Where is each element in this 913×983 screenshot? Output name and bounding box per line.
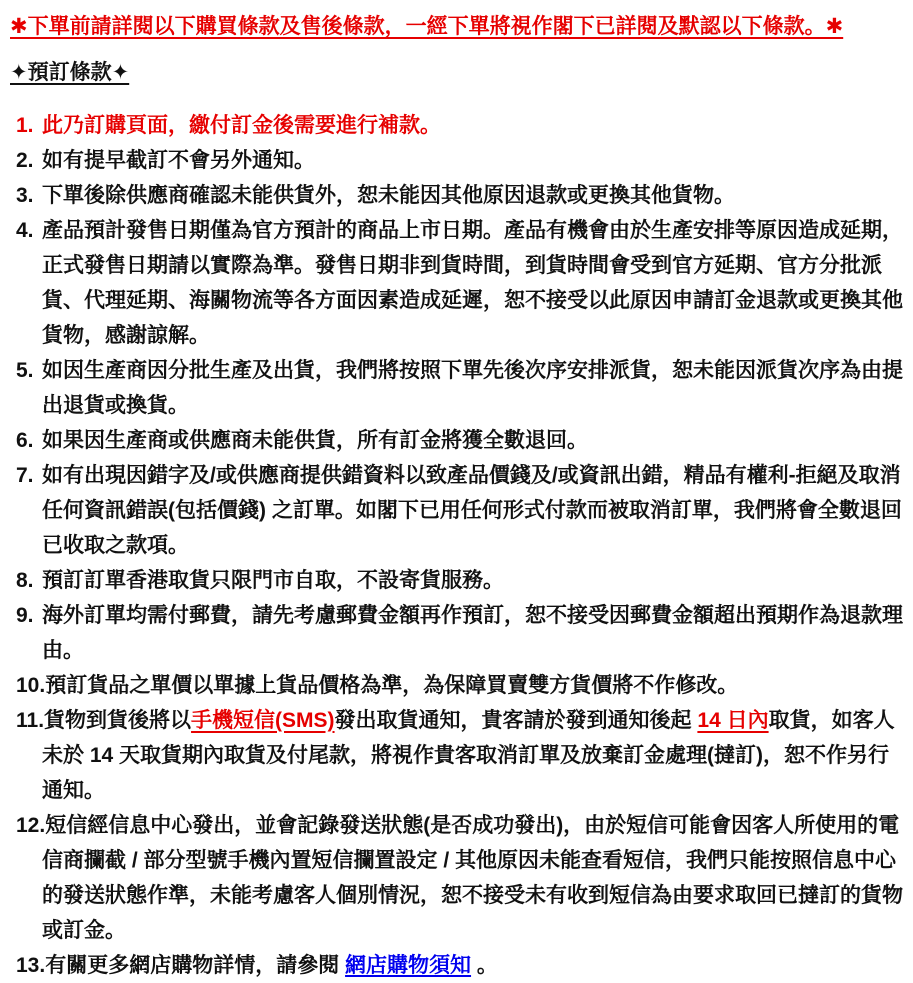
- term-text: 海外訂單均需付郵費，請先考慮郵費金額再作預訂，恕不接受因郵費金額超出預期作為退款理由。: [42, 603, 903, 662]
- term-number: 10.: [16, 673, 46, 697]
- term-text: 如有出現因錯字及/或供應商提供錯資料以致產品價錢及/或資訊出錯，精品有權利-拒絕及取消任何資訊錯誤(包括價錢) 之訂單。如閣下已用任何形式付款而被取消訂單，我們將會全數退回已收取之款項。: [42, 463, 902, 557]
- term-text: 。: [471, 953, 498, 977]
- term-item-4: [16, 213, 905, 353]
- term-text: 有關更多網店購物詳情，請參閱: [45, 953, 346, 977]
- term-number: 7.: [16, 463, 34, 487]
- term-item-2: [16, 143, 905, 178]
- term-number: 8.: [16, 568, 34, 592]
- term-highlight: 手機短信(SMS): [191, 708, 335, 732]
- term-number: 2.: [16, 148, 34, 172]
- term-item-8: [16, 563, 905, 598]
- term-text: 短信經信息中心發出，並會記錄發送狀態(是否成功發出)，由於短信可能會因客人所使用的電信商攔截 / 部分型號手機內置短信攔置設定 / 其他原因未能查看短信，我們只能按照信息中心的發送狀態作準，未能考慮客人個別情況，恕不接受未有收到短信為由要求取回已撻訂的貨物或訂金。: [42, 813, 903, 942]
- term-number: 12.: [16, 813, 46, 837]
- term-text: 產品預計發售日期僅為官方預計的商品上市日期。產品有機會由於生產安排等原因造成延期，正式發售日期請以實際為準。發售日期非到貨時間，到貨時間會受到官方延期、官方分批派貨、代理延期、海關物流等各方面因素造成延遲，恕不接受以此原因申請訂金退款或更換其他貨物，感謝諒解。: [42, 218, 903, 347]
- term-number: 4.: [16, 218, 34, 242]
- term-number: 13.: [16, 953, 46, 977]
- term-item-13: [16, 948, 905, 983]
- term-item-6: [16, 423, 905, 458]
- term-text: 此乃訂購頁面，繳付訂金後需要進行補款。: [42, 113, 441, 137]
- purchase-notice-banner: ✱下單前請詳閱以下購買條款及售後條款，一經下單將視作閣下已詳閱及默認以下條款。✱: [10, 15, 844, 38]
- term-item-12: [16, 808, 905, 948]
- term-item-7: [16, 458, 905, 563]
- term-item-9: [16, 598, 905, 668]
- term-number: 5.: [16, 358, 34, 382]
- term-item-3: [16, 178, 905, 213]
- term-item-11: [16, 703, 905, 808]
- term-text: 如有提早截訂不會另外通知。: [42, 148, 315, 172]
- term-text: 預訂貨品之單價以單據上貨品價格為準，為保障買賣雙方貨價將不作修改。: [45, 673, 739, 697]
- term-text: 預訂訂單香港取貨只限門市自取，不設寄貨服務。: [42, 568, 504, 592]
- shop-guide-link[interactable]: 網店購物須知: [345, 953, 472, 977]
- section-heading-preorder-terms: ✦預訂條款✦: [10, 61, 130, 85]
- term-number: 1.: [16, 113, 34, 137]
- term-number: 6.: [16, 428, 34, 452]
- term-number: 9.: [16, 603, 34, 627]
- term-text: 如果因生產商或供應商未能供貨，所有訂金將獲全數退回。: [42, 428, 588, 452]
- term-text: 取貨，如客人未於 14 天取貨期內取貨及付尾款，將視作貴客取消訂單及放棄訂金處理(撻訂)，恕不作另行通知。: [42, 708, 895, 802]
- term-text: 發出取貨通知，貴客請於發到通知後起: [334, 708, 698, 732]
- term-text: 下單後除供應商確認未能供貨外，恕未能因其他原因退款或更換其他貨物。: [42, 183, 735, 207]
- term-text: 貨物到貨後將以: [44, 708, 192, 732]
- term-item-5: [16, 353, 905, 423]
- term-item-10: [16, 668, 905, 703]
- term-item-1: [16, 108, 905, 143]
- term-number: 3.: [16, 183, 34, 207]
- term-text: 如因生產商因分批生產及出貨，我們將按照下單先後次序安排派貨，恕未能因派貨次序為由提出退貨或換貨。: [42, 358, 903, 417]
- terms-list: [10, 108, 905, 983]
- term-number: 11.: [16, 708, 45, 732]
- term-highlight: 14 日內: [697, 708, 769, 732]
